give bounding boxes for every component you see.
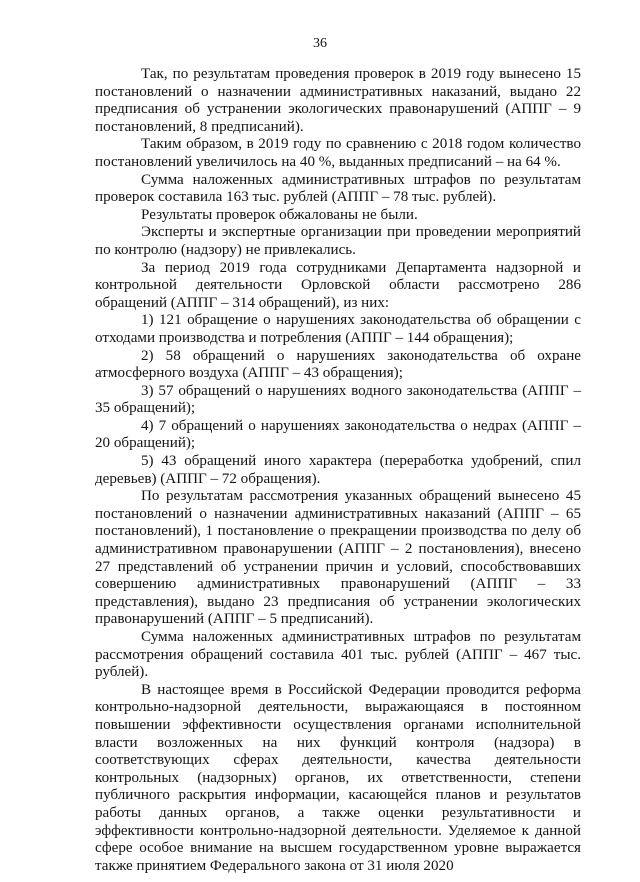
paragraph: Сумма наложенных административных штрафов по результатам проверок составила 163 тыс. рублей (АППГ – 78 тыс. рублей). [95, 171, 581, 206]
paragraph: Результаты проверок обжалованы не были. [141, 206, 418, 223]
paragraph: Так, по результатам проведения проверок в 2019 году вынесено 15 постановлений о назначении административных наказаний, выдано 22 предписания об устранении экологических правонарушений (АППГ – 9 постановлений, 8 предписаний). [95, 66, 581, 135]
paragraph: Сумма наложенных административных штрафов по результатам рассмотрения обращений составила 401 тыс. рублей (АППГ – 467 тыс. рублей). [95, 629, 581, 681]
body-text [95, 66, 581, 875]
list-item: 4) 7 обращений о нарушениях законодательства о недрах (АППГ – 20 обращений); [95, 417, 581, 452]
list-item: 3) 57 обращений о нарушениях водного законодательства (АППГ – 35 обращений); [95, 382, 581, 417]
paragraph: В настоящее время в Российской Федерации проводится реформа контрольно-надзорной деятельности, выражающаяся в постоянном повышении эффективности осуществления органами исполнительной власти возложенных на них функций контроля (надзора) в соответствующих сферах деятельности, качества деятельности контрольных (надзорных) органов, их ответственности, степени публичного раскрытия информации, касающейся планов и результатов работы данных органов, а также оценки результативности и эффективности контрольно-надзорной деятельности. Уделяемое к данной сфере особое внимание на высшем государственном уровне выражается также принятием Федерального закона от 31 июля 2020 [95, 681, 581, 874]
list-item: 1) 121 обращение о нарушениях законодательства об обращении с отходами производства и потребления (АППГ – 144 обращения); [95, 312, 581, 346]
page-number: 36 [313, 36, 327, 51]
paragraph: По результатам рассмотрения указанных обращений вынесено 45 постановлений о назначении административных наказаний (АППГ – 65 постановлений), 1 постановление о прекращении производства по делу об административном правонарушении (АППГ – 2 постановления), внесено 27 представлений об устранении причин и условий, способствовавших совершению административных правонарушений (АППГ – 33 представления), выдано 23 предписания об устранении экологических правонарушений (АППГ – 5 предписаний). [95, 488, 581, 628]
paragraph: Эксперты и экспертные организации при проведении мероприятий по контролю (надзору) не привлекались. [95, 224, 581, 258]
list-item: 5) 43 обращений иного характера (переработка удобрений, спил деревьев) (АППГ – 72 обращения). [95, 453, 581, 487]
paragraph: Таким образом, в 2019 году по сравнению с 2018 годом количество постановлений увеличилось на 40 %, выданных предписаний – на 64 %. [95, 136, 581, 170]
list-item: 2) 58 обращений о нарушениях законодательства об охране атмосферного воздуха (АППГ – 43 обращения); [95, 347, 581, 382]
paragraph: За период 2019 года сотрудниками Департамента надзорной и контрольной деятельности Орловской области рассмотрено 286 обращений (АППГ – 314 обращений), из них: [95, 259, 581, 311]
